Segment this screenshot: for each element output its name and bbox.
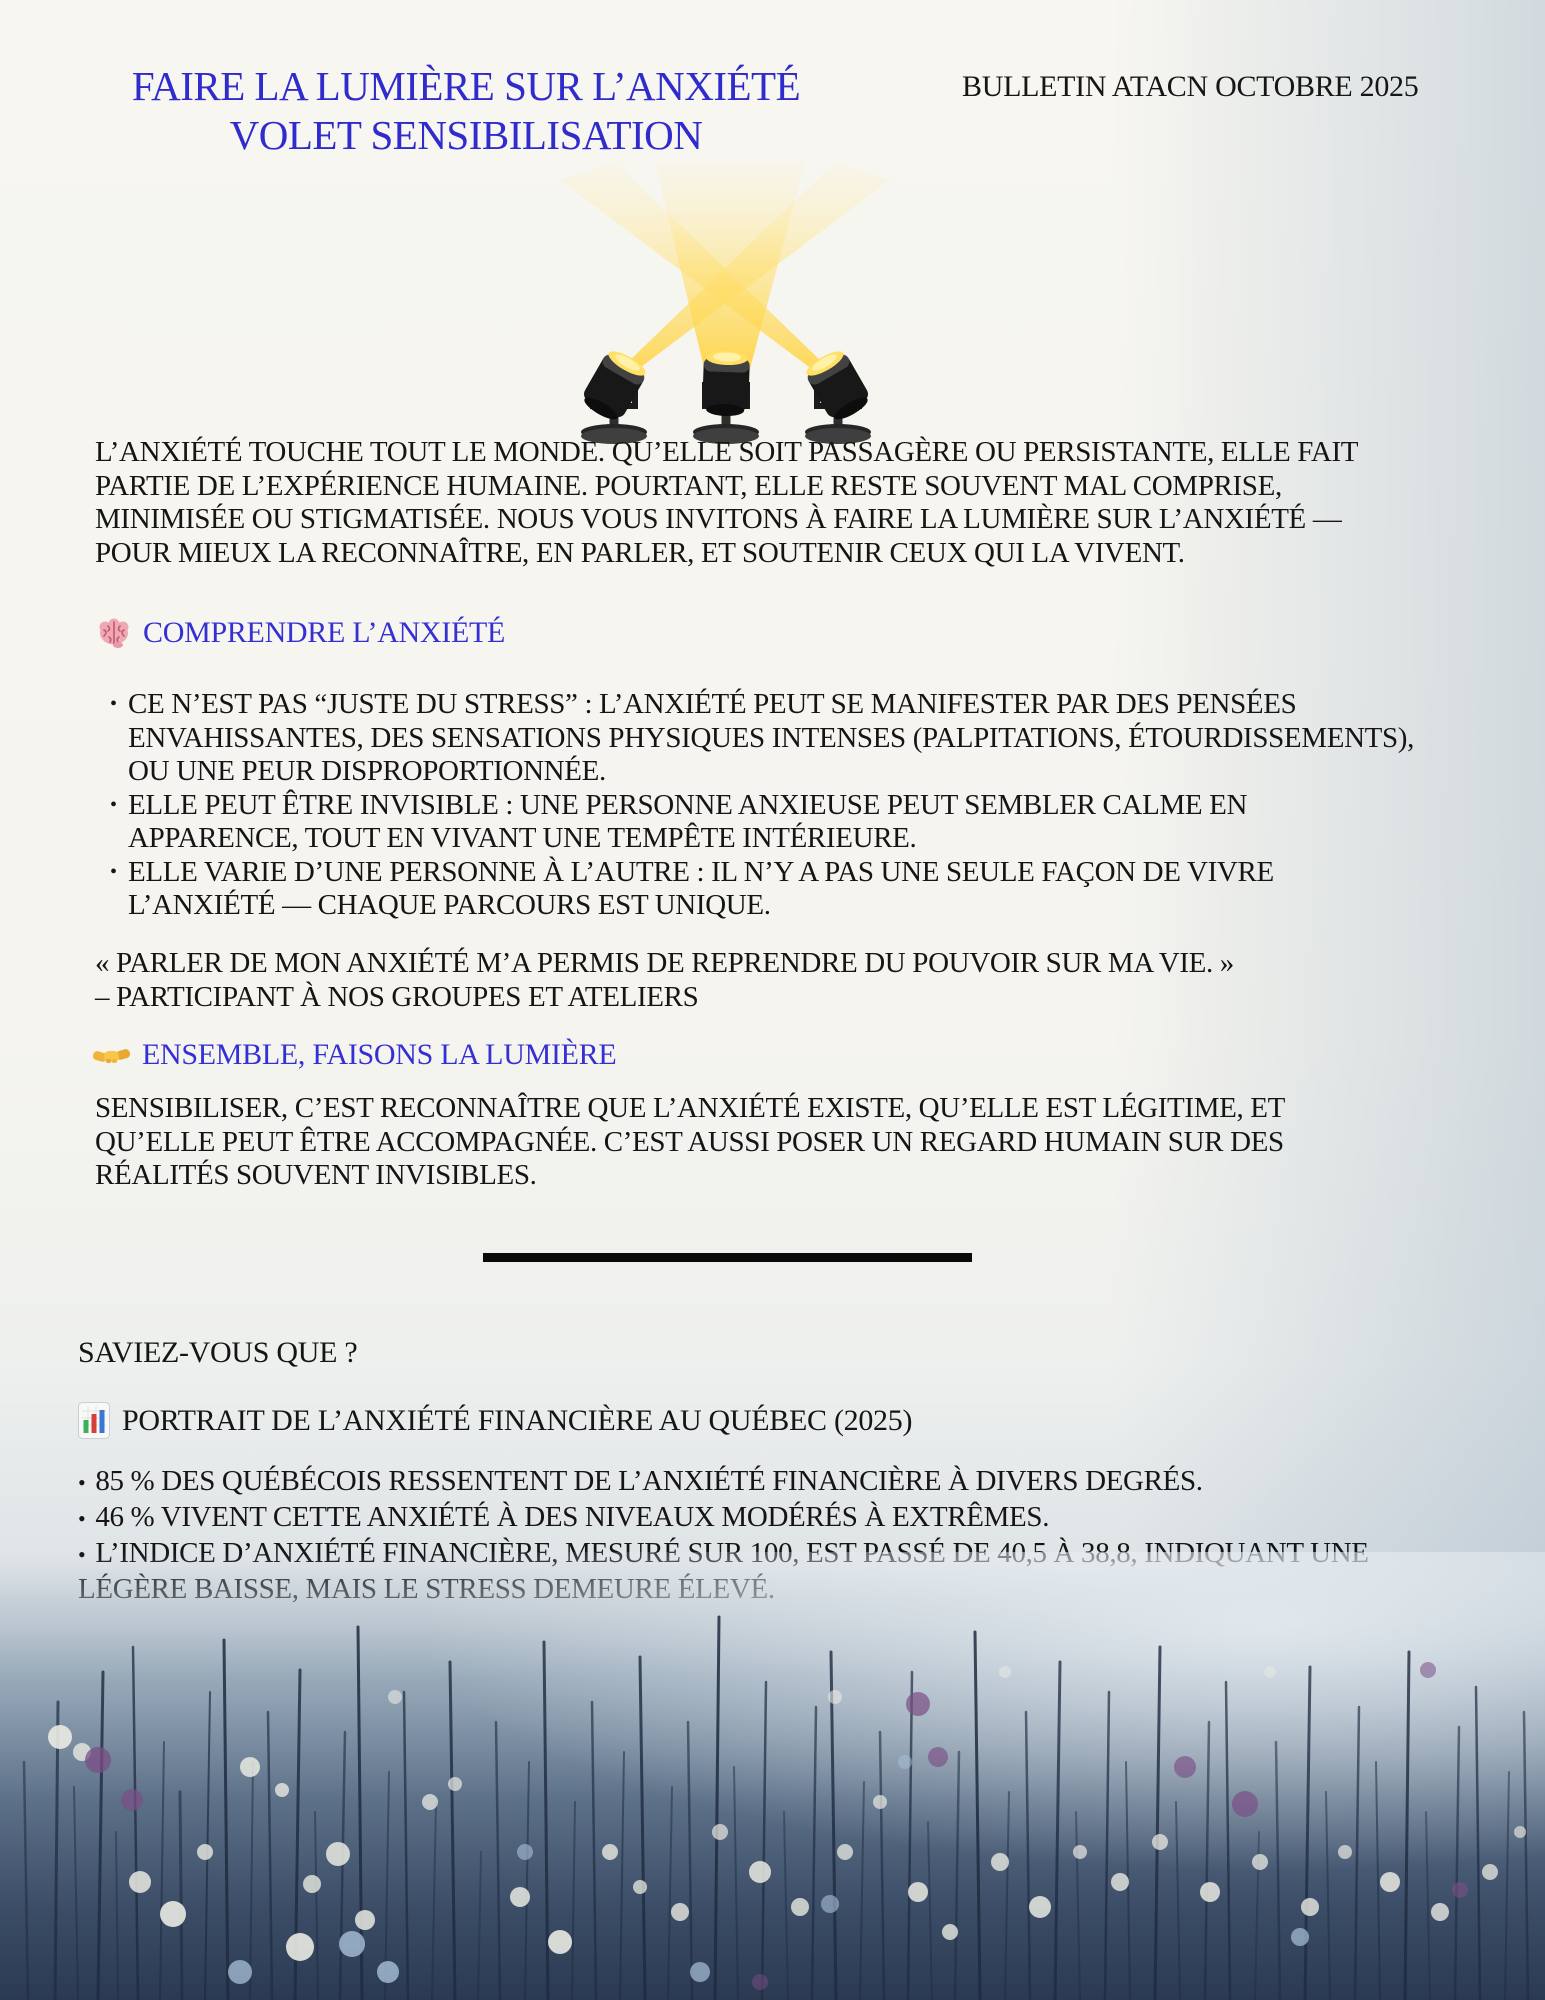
stat-text: 85 % DES QUÉBÉCOIS RESSENTENT DE L’ANXIÉTÉ FINANCIÈRE À DIVERS DEGRÉS.	[95, 1465, 1203, 1497]
bulletin-label: BULLETIN ATACN OCTOBRE 2025	[962, 70, 1419, 103]
page-title-line1: FAIRE LA LUMIÈRE SUR L’ANXIÉTÉ	[131, 63, 801, 109]
section-title: COMPRENDRE L’ANXIÉTÉ	[143, 616, 506, 649]
ensemble-paragraph: SENSIBILISER, C’EST RECONNAÎTRE QUE L’ANXIÉTÉ EXISTE, QU’ELLE EST LÉGITIME, ET QU’ELLE PEUT ÊTRE ACCOMPAGNÉE. C’EST AUSSI POSER UN REGARD HUMAIN SUR DES RÉALITÉS SOUVENT INVISIBLES.	[95, 1092, 1285, 1191]
section-comprendre-header	[97, 616, 505, 650]
bullet-item	[110, 688, 1420, 789]
stat-text: 46 % VIVENT CETTE ANXIÉTÉ À DES NIVEAUX MODÉRÉS À EXTRÊMES.	[95, 1501, 1050, 1533]
section-ensemble-header	[93, 1038, 616, 1072]
bullet-text: ELLE VARIE D’UNE PERSONNE À L’AUTRE : IL N’Y A PAS UNE SEULE FAÇON DE VIVRE L’ANXIÉTÉ — CHAQUE PARCOURS EST UNIQUE.	[128, 855, 1274, 921]
handshake-icon	[93, 1042, 130, 1069]
portrait-header	[78, 1402, 912, 1439]
stat-item	[78, 1464, 1408, 1500]
stat-item	[78, 1500, 1408, 1536]
stat-marker: •	[78, 1470, 86, 1495]
bullet-text: CE N’EST PAS “JUSTE DU STRESS” : L’ANXIÉTÉ PEUT SE MANIFESTER PAR DES PENSÉES ENVAHISSANTES, DES SENSATIONS PHYSIQUES INTENSES (PALPITATIONS, ÉTOURDISSEMENTS), OU UNE PEUR DISPROPORTIONNÉE.	[128, 688, 1415, 787]
stat-marker: •	[78, 1506, 86, 1531]
quote-attribution: – PARTICIPANT À NOS GROUPES ET ATELIERS	[95, 980, 699, 1013]
meadow-illustration	[0, 1552, 1545, 2000]
bar-chart-icon	[78, 1402, 110, 1439]
page-title	[92, 62, 840, 160]
bullet-item	[110, 789, 1420, 856]
spotlight-graphic	[505, 150, 975, 445]
intro-paragraph: L’ANXIÉTÉ TOUCHE TOUT LE MONDE. QU’ELLE SOIT PASSAGÈRE OU PERSISTANTE, ELLE FAIT PARTIE DE L’EXPÉRIENCE HUMAINE. POURTANT, ELLE RESTE SOUVENT MAL COMPRISE, MINIMISÉE OU STIGMATISÉE. NOUS VOUS INVITONS À FAIRE LA LUMIÈRE SUR L’ANXIÉTÉ — POUR MIEUX LA RECONNAÎTRE, EN PARLER, ET SOUTENIR CEUX QUI LA VIVENT.	[95, 436, 1358, 569]
bullet-marker: •	[110, 793, 117, 816]
bullet-marker: •	[110, 860, 117, 883]
bullet-text: ELLE PEUT ÊTRE INVISIBLE : UNE PERSONNE ANXIEUSE PEUT SEMBLER CALME EN APPARENCE, TOUT EN VIVANT UNE TEMPÊTE INTÉRIEURE.	[128, 788, 1248, 854]
quote-text: « PARLER DE MON ANXIÉTÉ M’A PERMIS DE REPRENDRE DU POUVOIR SUR MA VIE. »	[95, 947, 1234, 979]
section-title: ENSEMBLE, FAISONS LA LUMIÈRE	[142, 1038, 617, 1071]
page-title-line2: VOLET SENSIBILISATION	[229, 112, 703, 158]
spotlight-middle	[693, 350, 759, 444]
section-divider	[483, 1253, 972, 1262]
saviez-heading: SAVIEZ-VOUS QUE ?	[78, 1336, 358, 1369]
testimonial-quote	[95, 947, 1495, 1014]
bullet-item	[110, 856, 1420, 923]
brain-icon	[97, 618, 131, 649]
bullet-marker: •	[110, 693, 117, 715]
comprendre-bullet-list	[110, 688, 1420, 923]
portrait-title: PORTRAIT DE L’ANXIÉTÉ FINANCIÈRE AU QUÉBEC (2025)	[122, 1403, 913, 1437]
